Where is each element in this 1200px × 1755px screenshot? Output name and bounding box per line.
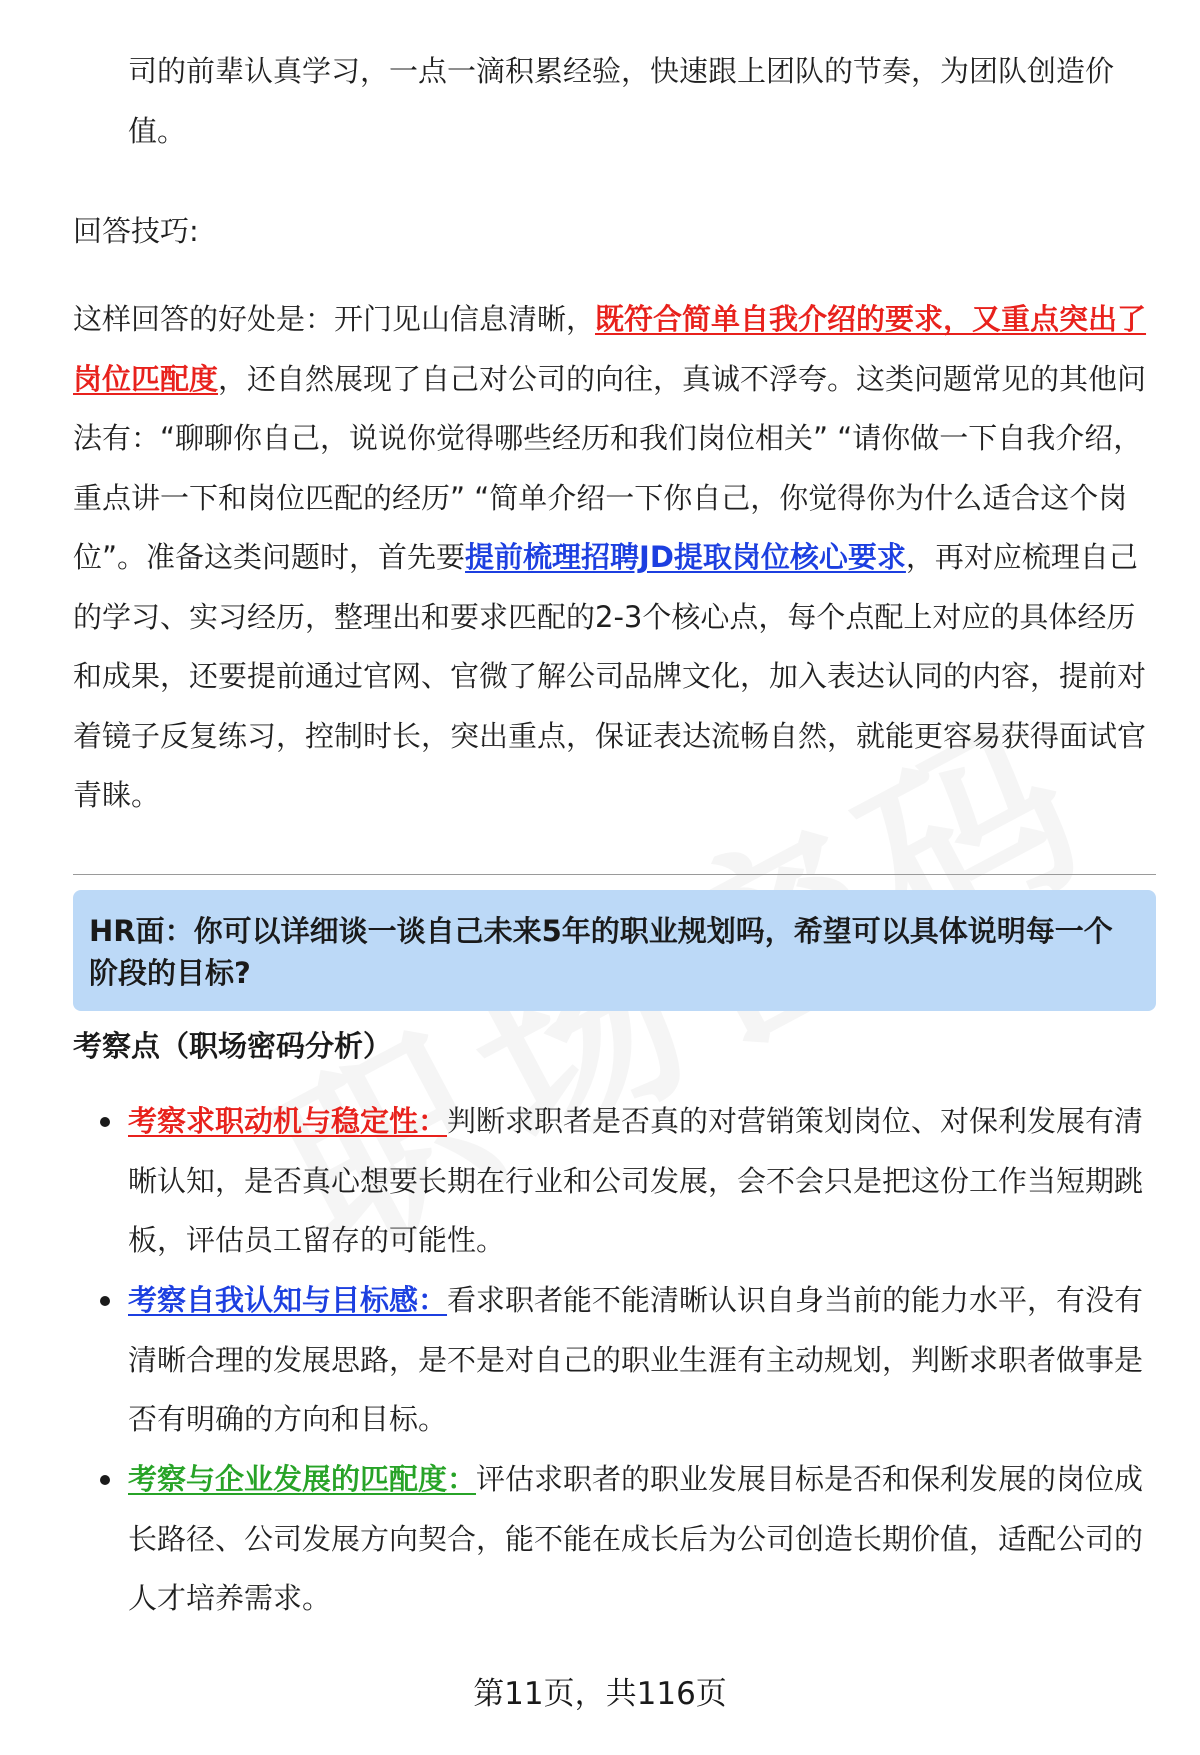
tips-label: 回答技巧: bbox=[73, 214, 199, 248]
tips-paragraph bbox=[73, 290, 1148, 826]
bullet-text: 评估求职者的职业发展目标是否和保利发展的岗位成长路径、公司发展方向契合，能不能在成长后为公司创造长期价值，适配公司的人才培养需求。 bbox=[128, 1462, 1144, 1615]
continued-line-1: 司的前辈认真学习，一点一滴积累经验，快速跟上团队的节奏，为团队创造价 bbox=[128, 54, 1115, 88]
bullet-label: 考察自我认知与目标感： bbox=[128, 1283, 448, 1317]
bullet-item-fit bbox=[128, 1450, 1148, 1629]
bullet-label: 考察求职动机与稳定性： bbox=[128, 1104, 448, 1138]
bullet-dot-icon bbox=[100, 1475, 110, 1485]
exam-heading: 考察点（职场密码分析） bbox=[73, 1029, 393, 1063]
bullet-text: 判断求职者是否真的对营销策划岗位、对保利发展有清晰认知，是否真心想要长期在行业和公司发展，会不会只是把这份工作当短期跳板，评估员工留存的可能性。 bbox=[128, 1104, 1144, 1257]
bullet-dot-icon bbox=[100, 1296, 110, 1306]
section-divider bbox=[73, 874, 1156, 875]
tips-highlight-red: 既符合简单自我介绍的要求，又重点突出了岗位匹配度 bbox=[73, 302, 1147, 396]
continued-line-2: 值。 bbox=[128, 113, 187, 148]
continued-paragraph bbox=[128, 42, 1148, 161]
bullet-text: 看求职者能不能清晰认识自身当前的能力水平，有没有清晰合理的发展思路，是不是对自己的职业生涯有主动规划，判断求职者做事是否有明确的方向和目标。 bbox=[128, 1283, 1144, 1436]
bullet-item-self-awareness bbox=[128, 1271, 1148, 1450]
tips-text-1: 这样回答的好处是：开门见山信息清晰， bbox=[73, 302, 596, 336]
hr-question-box bbox=[73, 890, 1156, 1011]
tips-text-2: ，还自然展现了自己对公司的向往，真诚不浮夸。这类问题常见的其他问法有：“聊聊你自己，说说你觉得哪些经历和我们岗位相关” “请你做一下自我介绍，重点讲一下和岗位匹配的经历” “简单介绍一下你自己，你觉得你为什么适合这个岗位”。准备这类问题时，首先要 bbox=[73, 361, 1147, 574]
tips-highlight-blue: 提前梳理招聘JD提取岗位核心要求 bbox=[465, 540, 906, 574]
bullet-dot-icon bbox=[100, 1117, 110, 1127]
bullet-label: 考察与企业发展的匹配度： bbox=[128, 1462, 477, 1496]
page-footer: 第11页，共116页 bbox=[473, 1676, 727, 1712]
tips-text-3: ，再对应梳理自己的学习、实习经历，整理出和要求匹配的2-3个核心点，每个点配上对应的具体经历和成果，还要提前通过官网、官微了解公司品牌文化，加入表达认同的内容，提前对着镜子反复练习，控制时长，突出重点，保证表达流畅自然，就能更容易获得面试官青睐。 bbox=[73, 540, 1147, 812]
bullet-item-motivation bbox=[128, 1092, 1148, 1271]
hr-question-text: HR面：你可以详细谈一谈自己未来5年的职业规划吗，希望可以具体说明每一个阶段的目标? bbox=[89, 914, 1113, 990]
